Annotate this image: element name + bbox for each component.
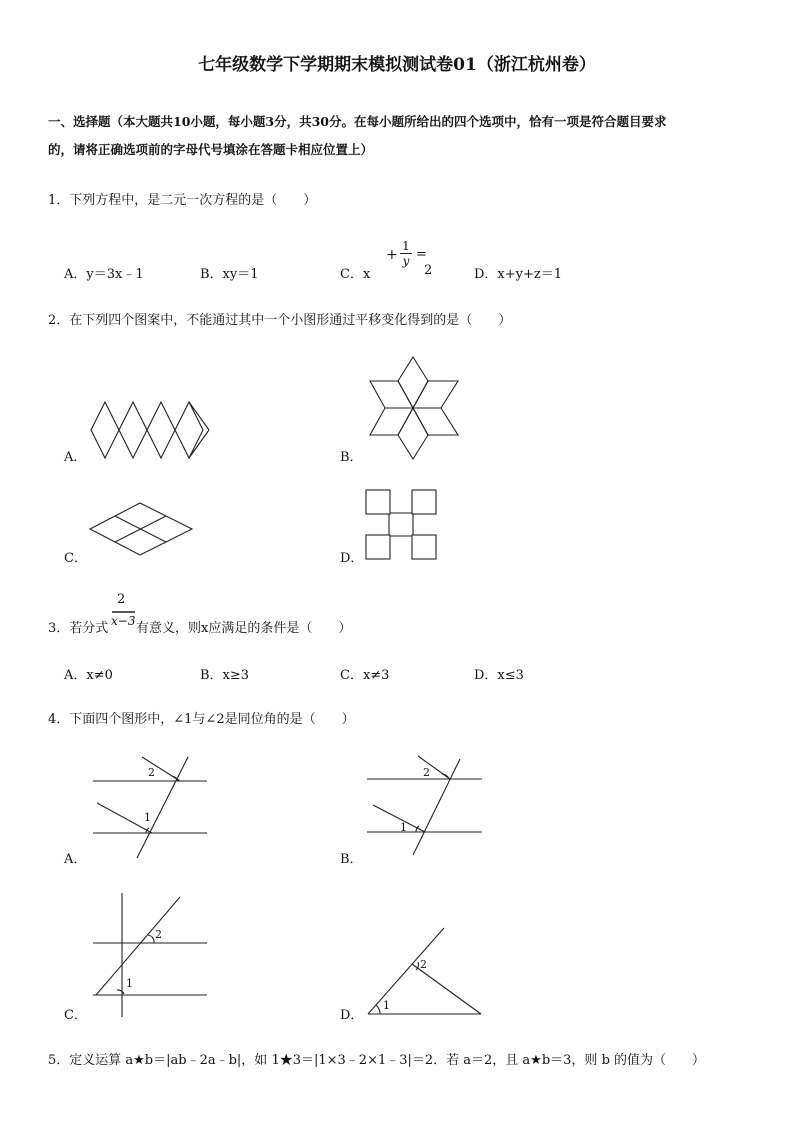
q2-label-c[interactable]: C． <box>64 551 87 566</box>
q2-figure-a-diamonds <box>91 402 209 458</box>
q4-label-c[interactable]: C． <box>64 1008 87 1023</box>
q3-option-a[interactable]: A．x≠0 <box>64 668 113 683</box>
q4-label-d[interactable]: D． <box>340 1008 364 1023</box>
q4-a-angle2: 2 <box>148 766 155 779</box>
q2-label-a[interactable]: A． <box>64 450 87 465</box>
q4-label-b[interactable]: B． <box>340 852 363 867</box>
q4-d-angle1: 1 <box>383 999 390 1012</box>
q1-option-d[interactable]: D．x+y+z＝1 <box>474 267 563 282</box>
q1-c-plus: + <box>386 247 398 263</box>
q5-stem: 5．定义运算 a★b＝|ab﹣2a﹣b|，如 1★3＝|1×3﹣2×1﹣3|＝2．若 a＝2，且 a★b＝3，则 b 的值为（ ） <box>48 1053 706 1068</box>
q3-stem-suffix: 有意义，则x应满足的条件是（ ） <box>136 621 352 636</box>
q2-figure-b-star <box>370 357 458 459</box>
q1-option-b[interactable]: B．xy＝1 <box>200 267 259 282</box>
q4-label-a[interactable]: A． <box>64 852 87 867</box>
q1-c-frac-num: 1 <box>402 239 410 253</box>
q4-b-angle2: 2 <box>423 766 430 779</box>
q1-option-c[interactable]: C．x <box>340 267 371 282</box>
q2-label-b[interactable]: B． <box>340 450 363 465</box>
q3-option-d[interactable]: D．x≤3 <box>474 668 524 683</box>
q4-d-angle2: 2 <box>420 958 427 971</box>
q4-c-angle1: 1 <box>126 977 133 990</box>
q1-c-eq: = <box>416 247 427 262</box>
q2-stem: 2．在下列四个图案中，不能通过其中一个小图形通过平移变化得到的是（ ） <box>48 313 512 328</box>
q4-a-angle1: 1 <box>144 811 151 824</box>
page-title: 七年级数学下学期期末模拟测试卷01（浙江杭州卷） <box>198 55 596 75</box>
q3-option-b[interactable]: B．x≥3 <box>200 668 250 683</box>
q2-label-d[interactable]: D． <box>340 551 364 566</box>
q3-option-c[interactable]: C．x≠3 <box>340 668 390 683</box>
q1-option-a[interactable]: A．y＝3x﹣1 <box>64 267 144 282</box>
q1-stem: 1．下列方程中，是二元一次方程的是（ ） <box>48 193 317 208</box>
q4-stem: 4．下面四个图形中，∠1与∠2是同位角的是（ ） <box>48 712 355 727</box>
q2-figure-d-squares <box>366 490 436 559</box>
q4-c-angle2: 2 <box>155 928 162 941</box>
q4-b-angle1: 1 <box>400 821 407 834</box>
q1-c-rhs: 2 <box>424 263 433 278</box>
q3-stem-prefix: 3．若分式 <box>48 621 109 636</box>
q1-c-frac-den: y <box>402 254 410 268</box>
q4-figure-c <box>93 893 207 1017</box>
section-line-1: 一、选择题（本大题共10小题，每小题3分，共30分。在每小题所给出的四个选项中，恰有一项是符合题目要求 <box>48 114 667 129</box>
q3-frac-den: x−3 <box>111 614 136 628</box>
section-line-2: 的，请将正确选项前的字母代号填涂在答题卡相应位置上） <box>48 142 374 157</box>
q3-frac-num: 2 <box>117 592 126 607</box>
q2-figure-c-rhombus <box>90 503 192 555</box>
